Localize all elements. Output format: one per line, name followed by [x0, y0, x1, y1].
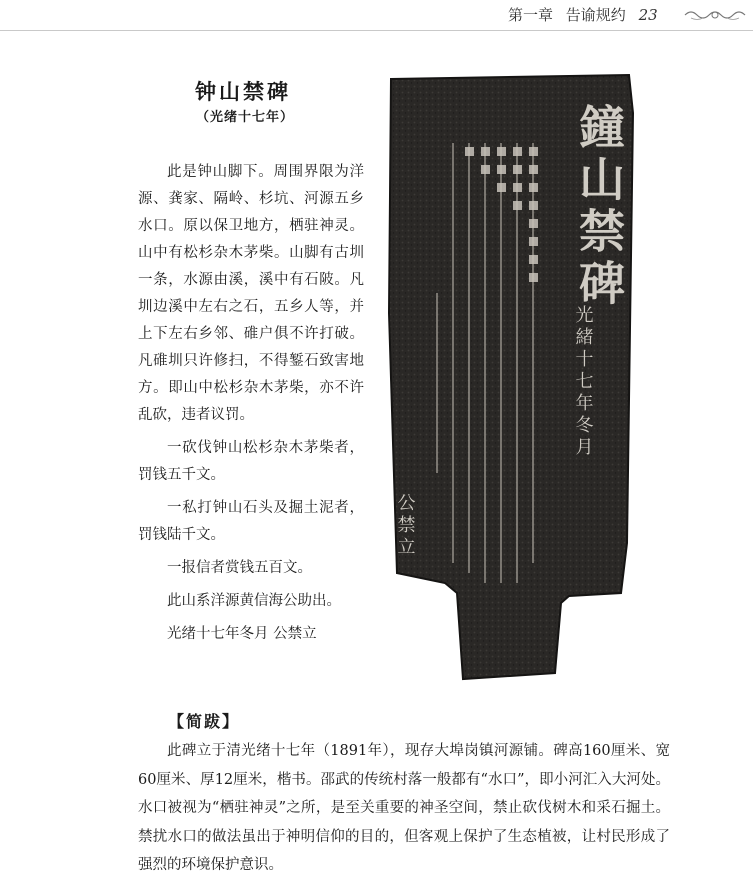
rule-3: 一报信者赏钱五百文。	[167, 560, 312, 576]
rule-2: 一私打钟山石头及掘土泥者，罚钱陆千文。	[138, 500, 364, 543]
page-number: 23	[638, 6, 658, 24]
running-header	[0, 0, 753, 31]
editor-note	[138, 737, 670, 880]
date-line: 光绪十七年冬月 公禁立	[167, 626, 317, 642]
note-paragraph: 此碑立于清光绪十七年（1891年），现存大埠岗镇河源铺。碑高160厘米、宽60厘米、厚12厘米，楷书。邵武的传统村落一般都有“水口”，即小河汇入大河处。水口被视为“栖驻神灵”之所，是至关重要的神圣空间，禁止砍伐树木和采石掘土。禁扰水口的做法虽出于神明信仰的目的，但客观上保护了生态植被，让村民形成了强烈的环境保护意识。	[138, 743, 670, 873]
stele-date: 光緒十七年冬月	[572, 305, 594, 459]
stele-rubbing-photo	[383, 73, 635, 681]
inscription-transcription	[138, 159, 364, 648]
stele-heading: 鐘山禁碑	[572, 103, 626, 311]
rule-1: 一砍伐钟山松杉杂木茅柴者，罚钱五千文。	[138, 440, 364, 483]
header-ornament-icon	[683, 9, 753, 21]
header-text	[508, 4, 666, 25]
transcription-paragraph: 此是钟山脚下。周围界限为洋源、龚家、隔岭、杉坑、河源五乡水口。原以保卫地方，栖驻神灵。山中有松杉杂木茅柴。山脚有古圳一条，水源由溪，溪中有石陂。凡圳边溪中左右之石，五乡人等，并上下左右乡邻、碓户俱不许打破。凡碓圳只许修扫，不得錾石致害地方。即山中松杉杂木茅柴，亦不许乱砍，违者议罚。	[138, 164, 364, 423]
article-title: 钟山禁碑	[195, 79, 291, 104]
article-subtitle: （光绪十七年）	[196, 110, 295, 125]
note-heading: 【简跋】	[168, 712, 241, 731]
chapter-label: 第一章	[508, 6, 554, 24]
section-label: 告谕规约	[565, 6, 626, 24]
donor-line: 此山系洋源黄信海公助出。	[167, 593, 341, 609]
stele-signature: 公禁立	[394, 493, 416, 559]
